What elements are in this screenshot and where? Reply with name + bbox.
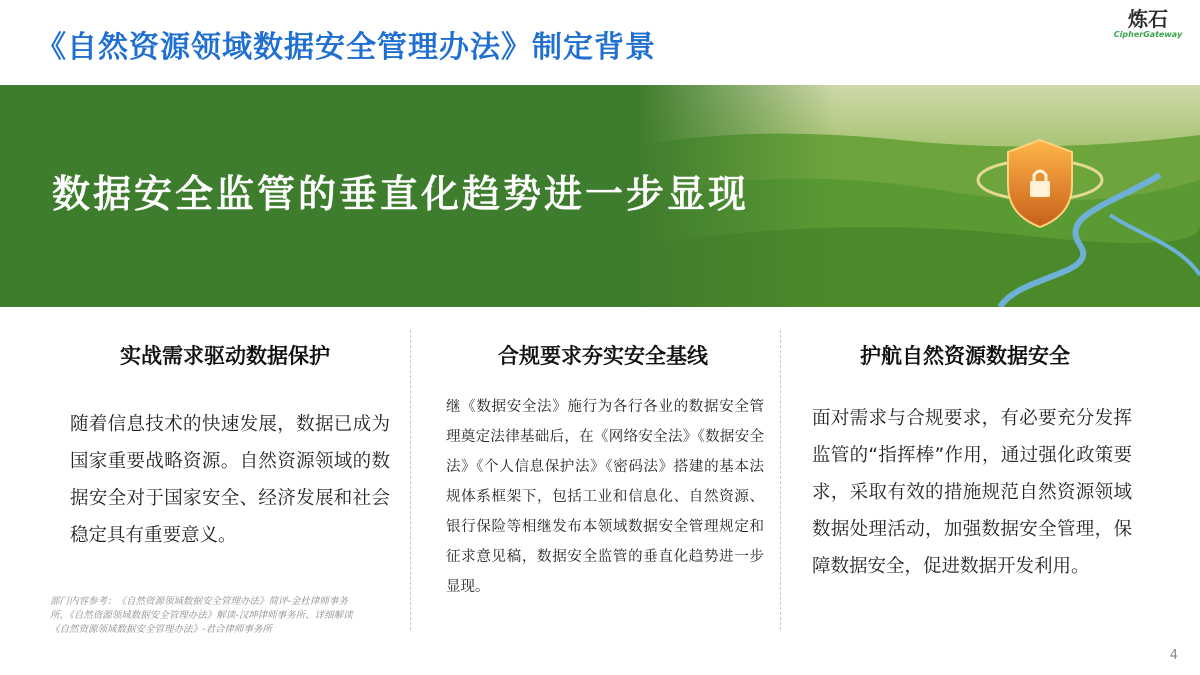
column-text: 继《数据安全法》施行为各行各业的数据安全管理奠定法律基础后，在《网络安全法》《数据安全法》《个人信息保护法》《密码法》搭建的基本法规体系框架下，包括工业和信息化、自然资源、银行保险等相继发布本领域数据安全管理规定和征求意见稿，数据安全监管的垂直化趋势进一步显现。 — [446, 399, 764, 595]
banner — [0, 85, 1200, 307]
logo-text-en: CipherGateway — [1113, 30, 1183, 39]
page-title: 《自然资源领域数据安全管理办法》制定背景 — [36, 30, 656, 65]
logo-text-cn: 炼石 — [1128, 7, 1168, 31]
column-heading: 护航自然资源数据安全 — [860, 344, 1070, 368]
column-heading: 实战需求驱动数据保护 — [120, 344, 330, 368]
page-number: 4 — [1169, 648, 1178, 663]
reference-footnote: 部门内容参考：《自然资源领域数据安全管理办法》简评-金杜律师事务所、《自然资源领域数据安全管理办法》解读-汉坤律师事务所、详细解读《自然资源领域数据安全管理办法》-君合律师事务所 — [50, 596, 353, 635]
column-heading: 合规要求夯实安全基线 — [498, 344, 708, 368]
column-protection — [800, 340, 1130, 585]
banner-headline: 数据安全监管的垂直化趋势进一步显现 — [52, 172, 750, 216]
column-divider — [410, 330, 411, 630]
brand-logo — [1112, 8, 1184, 40]
column-compliance — [438, 340, 768, 602]
column-text: 面对需求与合规要求，有必要充分发挥监管的“指挥棒”作用，通过强化政策要求，采取有效的措施规范自然资源领域数据处理活动，加强数据安全管理，保障数据安全，促进数据开发利用。 — [812, 408, 1132, 577]
column-practical-needs — [60, 340, 390, 554]
column-text: 随着信息技术的快速发展，数据已成为国家重要战略资源。自然资源领域的数据安全对于国家安全、经济发展和社会稳定具有重要意义。 — [70, 414, 390, 546]
column-divider — [780, 330, 781, 630]
